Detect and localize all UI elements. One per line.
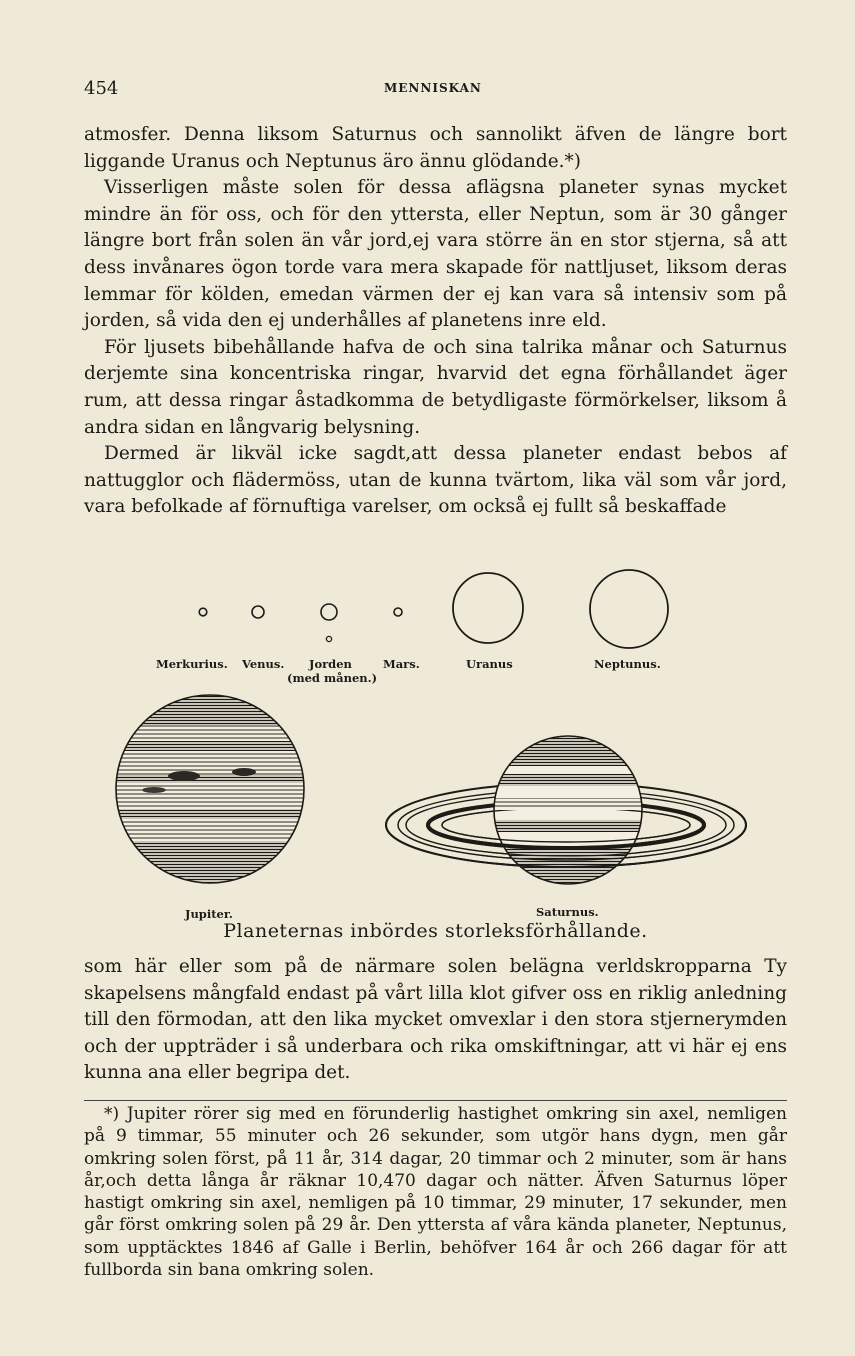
label-venus: Venus.: [242, 657, 285, 671]
planet-illustration: [84, 560, 787, 920]
page-number: 454: [84, 78, 119, 99]
main-text-top: [84, 122, 787, 521]
saturn-planet: [386, 736, 746, 888]
mars-planet: [394, 608, 402, 616]
label-jupiter: Jupiter.: [185, 907, 233, 921]
uranus-planet: [453, 573, 523, 643]
label-earth-moon: (med månen.): [287, 671, 378, 685]
label-earth: Jorden: [309, 657, 352, 671]
paragraph: För ljusets bibehållande hafva de och sina talrika månar och Saturnus derjemte sina koncentriska ringar, hvarvid det egna förhållandet äger rum, att dessa ringar åstadkomma de betydligaste förmörkelser, liksom å andra sidan en långvarig belysning.: [84, 336, 787, 438]
moon-planet: [326, 636, 331, 641]
label-mars: Mars.: [383, 657, 420, 671]
label-saturn: Saturnus.: [536, 905, 599, 919]
venus-planet: [252, 606, 264, 618]
footnote: [84, 1100, 787, 1281]
paragraph: Dermed är likväl icke sagdt,att dessa planeter endast bebos af nattugglor och flädermöss, utan de kunna tvärtom, lika väl som vår jord, vara befolkade af förnuftiga varelser, om också ej fullt så beskaffade: [84, 443, 787, 518]
page-header: [84, 78, 785, 102]
planet-size-figure: [84, 560, 787, 960]
main-text-bottom: [84, 954, 787, 1087]
running-title: MENNISKAN: [384, 81, 482, 95]
paragraph: atmosfer. Denna liksom Saturnus och sannolikt äfven de längre bort liggande Uranus och Neptunus äro ännu glödande.*): [84, 124, 787, 172]
label-uranus: Uranus: [466, 657, 513, 671]
neptune-planet: [590, 570, 668, 648]
paragraph: Visserligen måste solen för dessa aflägsna planeter synas mycket mindre än för oss, och för den yttersta, eller Neptun, som är 30 gånger längre bort från solen än vår jord,ej vara större än en stor stjerna, så att dess invånares ögon torde vara mera skapade för nattljuset, liksom deras lemmar för kölden, emedan värmen der ej kan vara så intensiv som på jorden, så vida den ej underhålles af planetens inre eld.: [84, 177, 787, 332]
footnote-text: *) Jupiter rörer sig med en förunderlig hastighet omkring sin axel, nemligen på 9 timmar, 55 minuter och 26 sekunder, som utgör hans dygn, men går omkring solen först, på 11 år, 314 dagar, 20 timmar och 2 minuter, som är hans år,och detta långa år räknar 10,470 dagar och nätter. Äfven Saturnus löper hastigt omkring sin axel, nemligen på 10 timmar, 29 minuter, 17 sekunder, men går först omkring solen på 29 år. Den yttersta af våra kända planeter, Neptunus, som upptäcktes 1846 af Galle i Berlin, behöfver 164 år och 266 dagar för att fullborda sin bana omkring solen.: [84, 1104, 787, 1281]
label-mercury: Merkurius.: [156, 657, 228, 671]
mercury-planet: [199, 608, 207, 616]
figure-caption: Planeternas inbördes storleksförhållande.: [223, 920, 648, 942]
label-neptune: Neptunus.: [594, 657, 661, 671]
paragraph: som här eller som på de närmare solen belägna verldskropparna Ty skapelsens mångfald endast på vårt lilla klot gifver oss en riklig anledning till den förmodan, att den lika mycket omvexlar i den stora stjernerymden och der uppträder i så underbara och rika omskiftningar, att vi här ej ens kunna ana eller begripa det.: [84, 956, 787, 1084]
earth-planet: [321, 604, 337, 620]
